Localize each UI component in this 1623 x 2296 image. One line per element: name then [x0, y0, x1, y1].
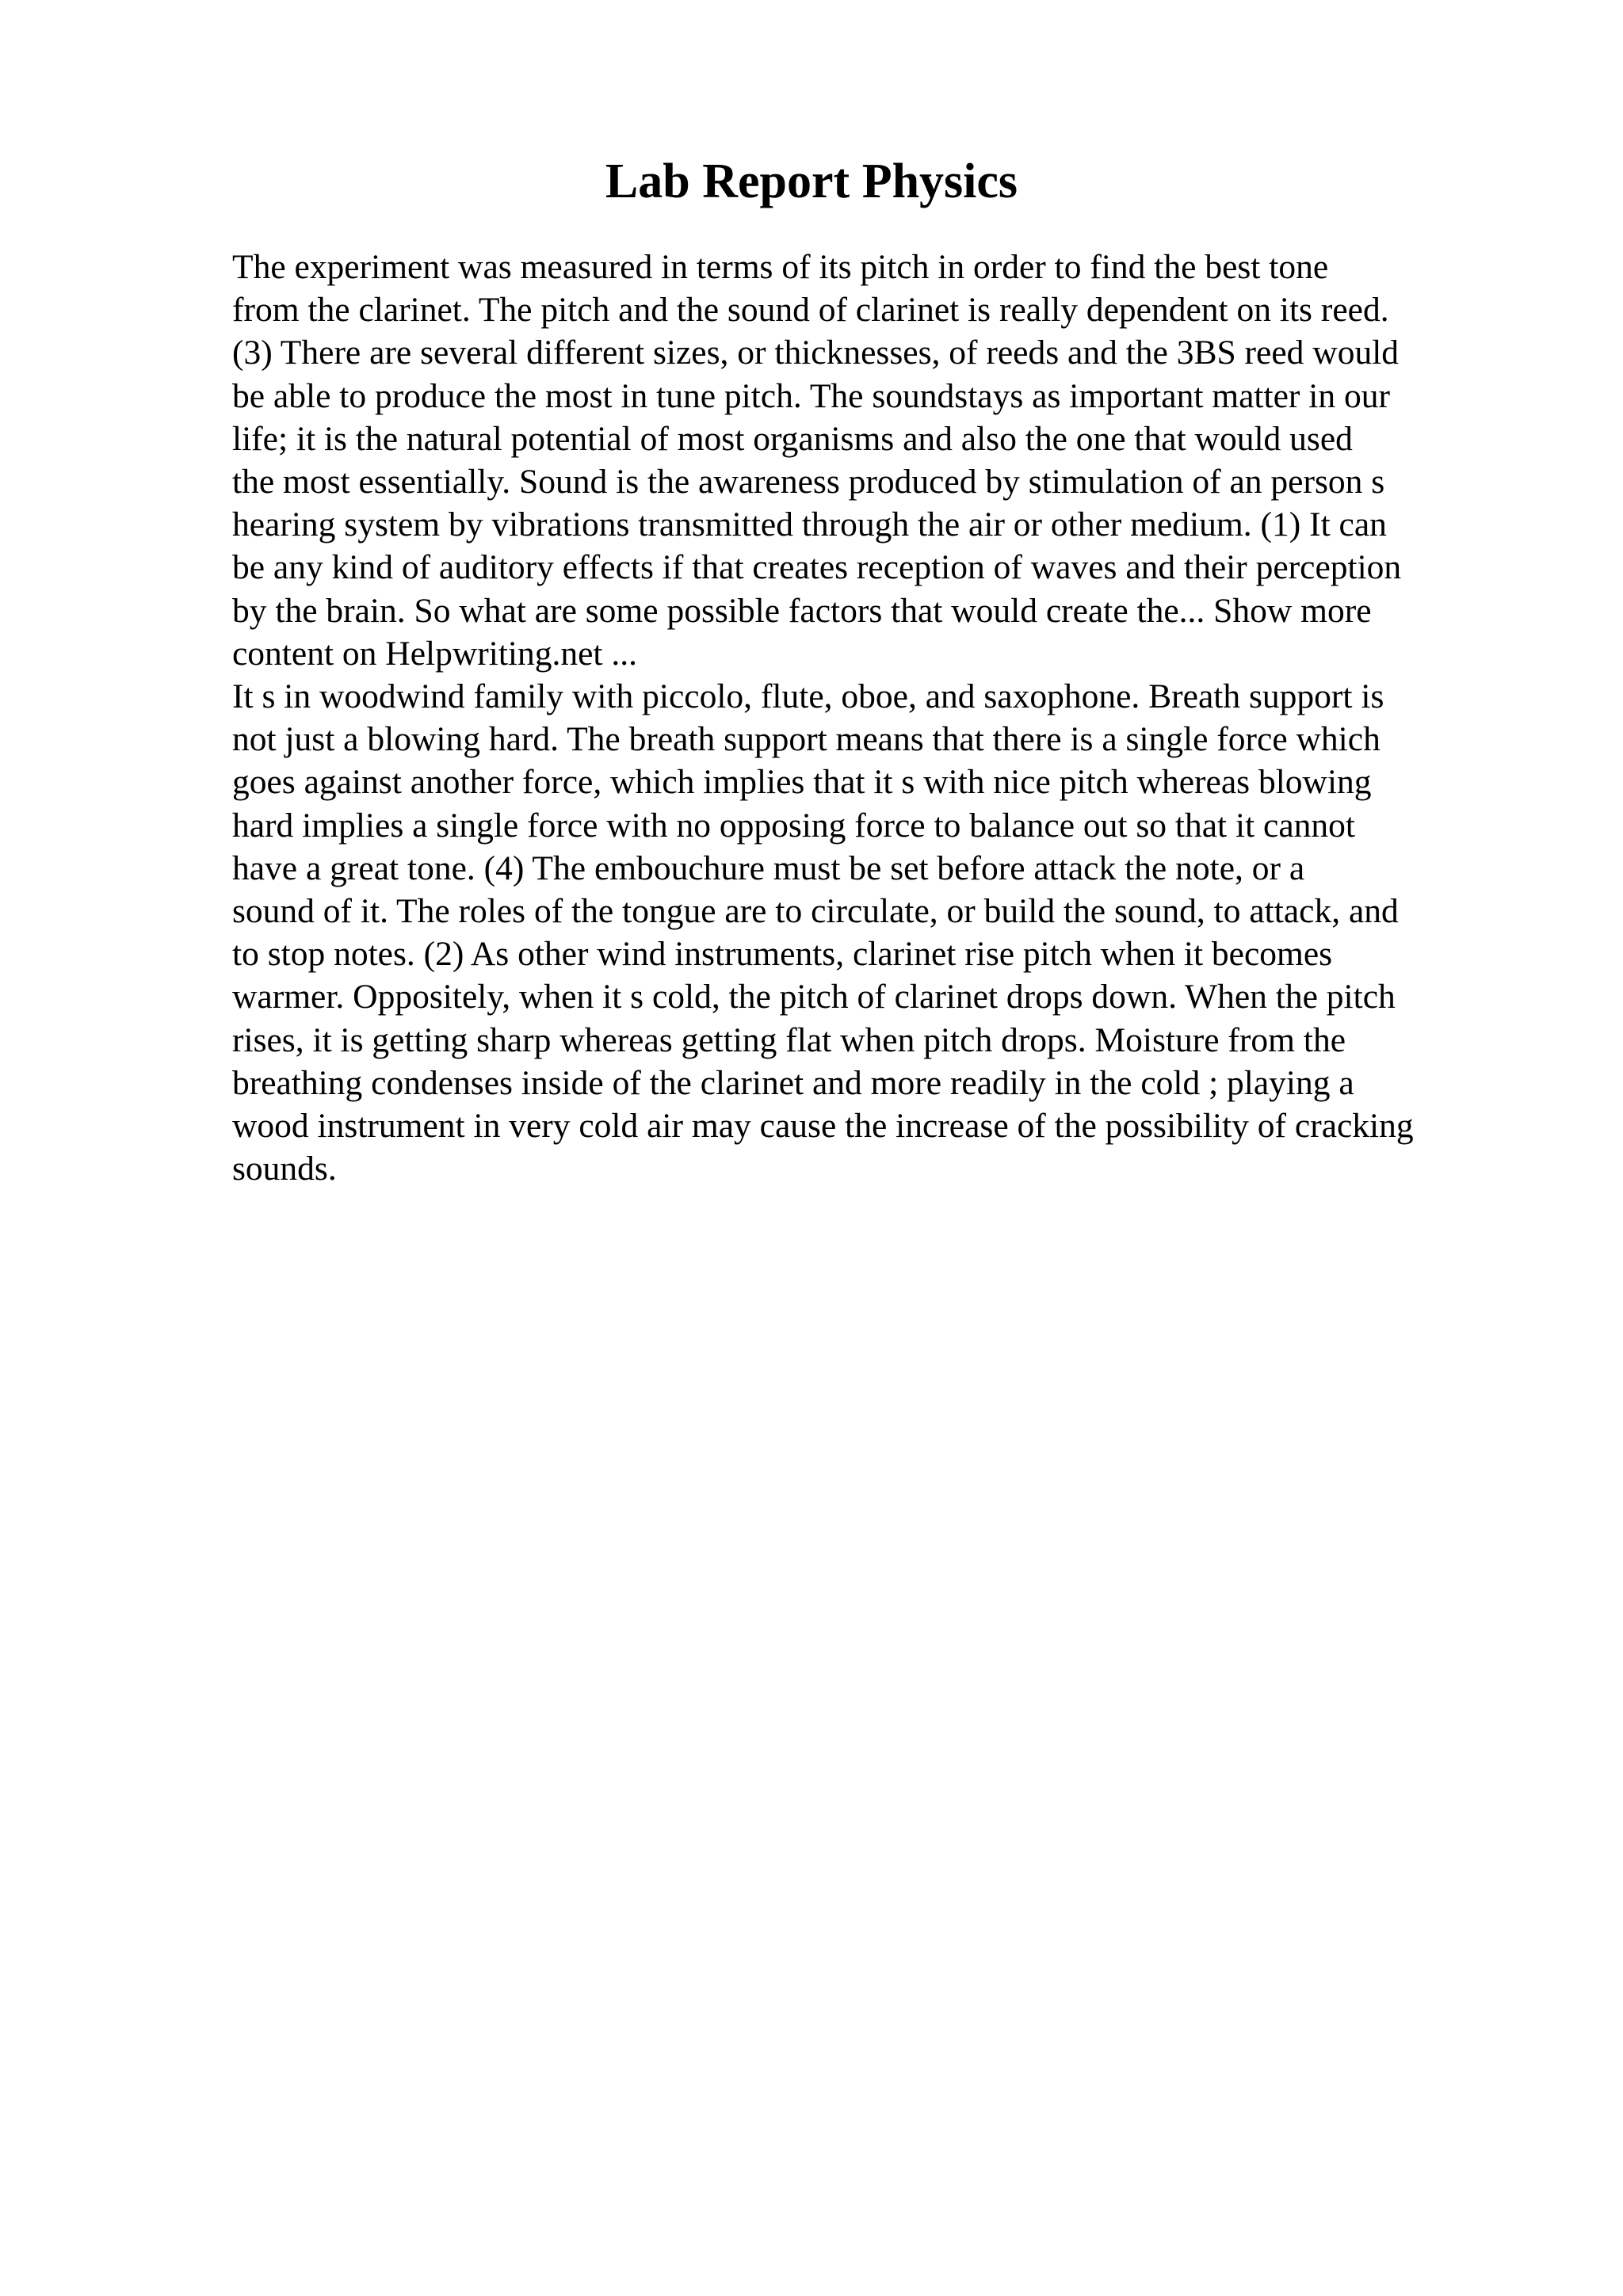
body-line: The experiment was measured in terms of its pitch in order to find the best tone	[232, 248, 1329, 286]
body-line: hard implies a single force with no opposing force to balance out so that it cannot	[232, 806, 1355, 845]
body-line: not just a blowing hard. The breath support means that there is a single force which	[232, 720, 1381, 759]
body-line: (3) There are several different sizes, or thicknesses, of reeds and the 3BS reed would	[232, 334, 1400, 372]
body-line: sound of it. The roles of the tongue are to circulate, or build the sound, to attack, and	[232, 892, 1399, 931]
body-line: hearing system by vibrations transmitted through the air or other medium. (1) It can	[232, 505, 1387, 544]
body-line: warmer. Oppositely, when it s cold, the pitch of clarinet drops down. When the pitch	[232, 978, 1396, 1016]
document-body	[232, 246, 1516, 1190]
body-line: have a great tone. (4) The embouchure must be set before attack the note, or a	[232, 849, 1305, 887]
body-line: life; it is the natural potential of most organisms and also the one that would used	[232, 419, 1353, 458]
body-line: wood instrument in very cold air may cause the increase of the possibility of cracking	[232, 1107, 1414, 1146]
body-line: goes against another force, which implies that it s with nice pitch whereas blowing	[232, 763, 1372, 802]
body-line: by the brain. So what are some possible factors that would create the... Show more	[232, 591, 1372, 630]
body-line: breathing condenses inside of the clarinet and more readily in the cold ; playing a	[232, 1063, 1354, 1102]
body-line: to stop notes. (2) As other wind instruments, clarinet rise pitch when it becomes	[232, 935, 1333, 974]
body-line: rises, it is getting sharp whereas getting flat when pitch drops. Moisture from the	[232, 1020, 1346, 1059]
document-title: Lab Report Physics	[605, 154, 1018, 208]
body-line: sounds.	[232, 1150, 337, 1188]
body-line: It s in woodwind family with piccolo, flute, oboe, and saxophone. Breath support is	[232, 677, 1384, 716]
body-line: from the clarinet. The pitch and the sound of clarinet is really dependent on its reed.	[232, 291, 1389, 330]
body-line: content on Helpwriting.net ...	[232, 634, 638, 673]
body-line: the most essentially. Sound is the awareness produced by stimulation of an person s	[232, 463, 1385, 502]
body-line: be any kind of auditory effects if that creates reception of waves and their perception	[232, 548, 1402, 587]
body-line: be able to produce the most in tune pitch. The soundstays as important matter in our	[232, 376, 1390, 415]
